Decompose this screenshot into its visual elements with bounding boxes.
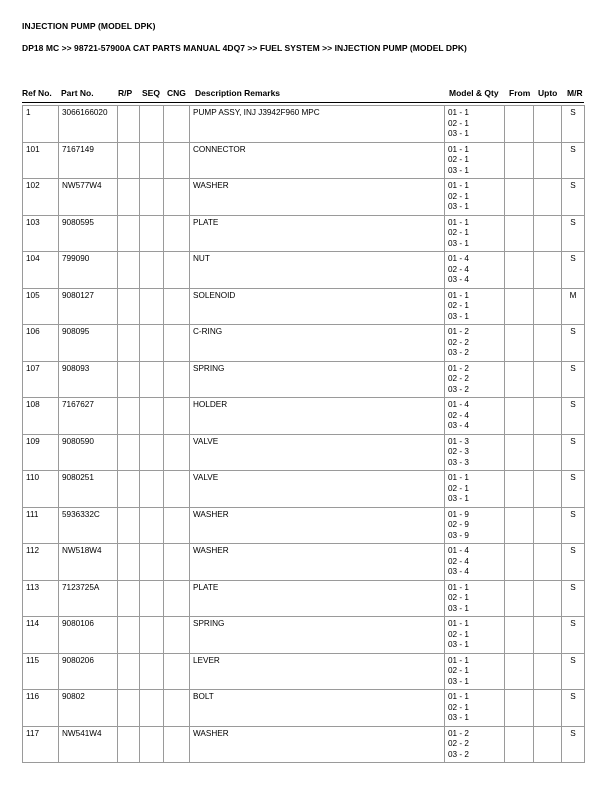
model-qty-line: 02 - 9 — [448, 520, 469, 529]
model-qty-cell — [445, 325, 505, 362]
description-cell: BOLT — [190, 690, 445, 727]
from-cell — [505, 179, 534, 216]
upto-cell — [534, 252, 562, 289]
model-qty-line: 01 - 1 — [448, 290, 469, 300]
mr-cell: S — [562, 617, 585, 654]
model-qty-line: 01 - 1 — [448, 108, 469, 117]
rp-cell — [118, 471, 140, 508]
part-number-cell: 3066166020 — [59, 106, 118, 143]
part-number-cell: 9080590 — [59, 434, 118, 471]
table-row — [23, 215, 585, 252]
description-cell: NUT — [190, 252, 445, 289]
model-qty-line: 03 - 3 — [448, 457, 469, 467]
rp-cell — [118, 106, 140, 143]
seq-cell — [140, 398, 164, 435]
upto-cell — [534, 288, 562, 325]
mr-cell: S — [562, 653, 585, 690]
part-number-cell: 7167627 — [59, 398, 118, 435]
model-qty-line: 03 - 2 — [448, 384, 469, 394]
model-qty-line: 02 - 1 — [448, 228, 469, 237]
description-cell: PLATE — [190, 215, 445, 252]
part-number-cell: NW518W4 — [59, 544, 118, 581]
col-model-header: Model & Qty — [449, 88, 499, 98]
model-qty-line: 03 - 1 — [448, 311, 469, 321]
col-cng-header: CNG — [167, 88, 186, 98]
from-cell — [505, 215, 534, 252]
rp-cell — [118, 179, 140, 216]
mr-cell: S — [562, 580, 585, 617]
model-qty-line: 03 - 1 — [448, 640, 469, 649]
model-qty-line: 02 - 2 — [448, 739, 469, 748]
ref-cell: 116 — [23, 690, 59, 727]
ref-cell: 103 — [23, 215, 59, 252]
upto-cell — [534, 580, 562, 617]
upto-cell — [534, 179, 562, 216]
from-cell — [505, 398, 534, 435]
table-row — [23, 507, 585, 544]
mr-cell: S — [562, 106, 585, 143]
model-qty-cell — [445, 617, 505, 654]
part-number-cell: 7167149 — [59, 142, 118, 179]
seq-cell — [140, 653, 164, 690]
ref-cell: 115 — [23, 653, 59, 690]
part-number-cell: 9080127 — [59, 288, 118, 325]
seq-cell — [140, 179, 164, 216]
table-row — [23, 544, 585, 581]
model-qty-line: 02 - 3 — [448, 447, 469, 456]
description-cell: CONNECTOR — [190, 142, 445, 179]
ref-cell: 110 — [23, 471, 59, 508]
from-cell — [505, 690, 534, 727]
col-mr-header: M/R — [567, 88, 583, 98]
rp-cell — [118, 325, 140, 362]
model-qty-cell — [445, 507, 505, 544]
from-cell — [505, 252, 534, 289]
rp-cell — [118, 215, 140, 252]
model-qty-line: 02 - 1 — [448, 593, 469, 602]
model-qty-cell — [445, 288, 505, 325]
rp-cell — [118, 288, 140, 325]
seq-cell — [140, 690, 164, 727]
part-number-cell: 9080206 — [59, 653, 118, 690]
cng-cell — [164, 507, 190, 544]
ref-cell: 114 — [23, 617, 59, 654]
ref-cell: 112 — [23, 544, 59, 581]
model-qty-line: 03 - 1 — [448, 202, 469, 211]
col-rp-header: R/P — [118, 88, 133, 98]
model-qty-line: 01 - 1 — [448, 655, 469, 665]
mr-cell: S — [562, 252, 585, 289]
rp-cell — [118, 434, 140, 471]
model-qty-line: 01 - 4 — [448, 546, 469, 555]
description-cell: WASHER — [190, 507, 445, 544]
part-number-cell: 7123725A — [59, 580, 118, 617]
part-number-cell: 908093 — [59, 361, 118, 398]
model-qty-line: 01 - 9 — [448, 509, 469, 519]
table-row — [23, 142, 585, 179]
model-qty-cell — [445, 361, 505, 398]
model-qty-line: 02 - 2 — [448, 337, 469, 347]
ref-cell: 1 — [23, 106, 59, 143]
rp-cell — [118, 580, 140, 617]
part-number-cell: 5936332C — [59, 507, 118, 544]
model-qty-cell — [445, 252, 505, 289]
model-qty-line: 01 - 3 — [448, 436, 469, 446]
part-number-cell: 908095 — [59, 325, 118, 362]
ref-cell: 102 — [23, 179, 59, 216]
ref-cell: 107 — [23, 361, 59, 398]
part-number-cell: NW577W4 — [59, 179, 118, 216]
model-qty-line: 02 - 1 — [448, 191, 469, 201]
rp-cell — [118, 252, 140, 289]
table-row — [23, 361, 585, 398]
description-cell: SPRING — [190, 361, 445, 398]
model-qty-line: 02 - 4 — [448, 556, 469, 566]
model-qty-cell — [445, 434, 505, 471]
model-qty-cell — [445, 215, 505, 252]
ref-cell: 117 — [23, 726, 59, 763]
cng-cell — [164, 471, 190, 508]
model-qty-line: 03 - 1 — [448, 129, 469, 138]
model-qty-cell — [445, 398, 505, 435]
col-ref-header: Ref No. — [22, 88, 52, 98]
cng-cell — [164, 106, 190, 143]
model-qty-line: 02 - 1 — [448, 666, 469, 675]
description-cell: PLATE — [190, 580, 445, 617]
model-qty-line: 02 - 4 — [448, 410, 469, 420]
model-qty-line: 03 - 1 — [448, 676, 469, 686]
seq-cell — [140, 580, 164, 617]
description-cell: PUMP ASSY, INJ J3942F960 MPC — [190, 106, 445, 143]
model-qty-line: 02 - 1 — [448, 301, 469, 310]
col-desc-header: Description Remarks — [195, 88, 281, 98]
seq-cell — [140, 325, 164, 362]
mr-cell: S — [562, 142, 585, 179]
ref-cell: 104 — [23, 252, 59, 289]
col-part-header: Part No. — [61, 88, 94, 98]
from-cell — [505, 434, 534, 471]
seq-cell — [140, 106, 164, 143]
from-cell — [505, 471, 534, 508]
part-number-cell: 9080251 — [59, 471, 118, 508]
seq-cell — [140, 142, 164, 179]
model-qty-line: 02 - 1 — [448, 629, 469, 639]
model-qty-line: 01 - 2 — [448, 327, 469, 336]
cng-cell — [164, 288, 190, 325]
cng-cell — [164, 544, 190, 581]
cng-cell — [164, 726, 190, 763]
seq-cell — [140, 726, 164, 763]
model-qty-cell — [445, 106, 505, 143]
table-row — [23, 398, 585, 435]
from-cell — [505, 507, 534, 544]
cng-cell — [164, 434, 190, 471]
description-cell: C-RING — [190, 325, 445, 362]
part-number-cell: NW541W4 — [59, 726, 118, 763]
model-qty-line: 03 - 2 — [448, 749, 469, 759]
model-qty-line: 02 - 4 — [448, 264, 469, 274]
model-qty-line: 03 - 1 — [448, 603, 469, 613]
model-qty-line: 03 - 2 — [448, 348, 469, 357]
model-qty-line: 03 - 4 — [448, 567, 469, 576]
table-row — [23, 690, 585, 727]
mr-cell: S — [562, 726, 585, 763]
part-number-cell: 90802 — [59, 690, 118, 727]
model-qty-cell — [445, 690, 505, 727]
rp-cell — [118, 142, 140, 179]
mr-cell: S — [562, 361, 585, 398]
table-row — [23, 106, 585, 143]
from-cell — [505, 288, 534, 325]
description-cell: LEVER — [190, 653, 445, 690]
breadcrumb: DP18 MC >> 98721-57900A CAT PARTS MANUAL 4DQ7 >> FUEL SYSTEM >> INJECTION PUMP (MODEL DPK) — [22, 43, 467, 53]
table-row — [23, 471, 585, 508]
mr-cell: S — [562, 398, 585, 435]
rp-cell — [118, 726, 140, 763]
upto-cell — [534, 361, 562, 398]
cng-cell — [164, 690, 190, 727]
upto-cell — [534, 544, 562, 581]
ref-cell: 113 — [23, 580, 59, 617]
cng-cell — [164, 653, 190, 690]
upto-cell — [534, 507, 562, 544]
mr-cell: S — [562, 471, 585, 508]
description-cell: SOLENOID — [190, 288, 445, 325]
upto-cell — [534, 726, 562, 763]
ref-cell: 109 — [23, 434, 59, 471]
upto-cell — [534, 325, 562, 362]
upto-cell — [534, 471, 562, 508]
upto-cell — [534, 653, 562, 690]
col-from-header: From — [509, 88, 531, 98]
seq-cell — [140, 507, 164, 544]
description-cell: VALVE — [190, 434, 445, 471]
model-qty-line: 01 - 1 — [448, 473, 469, 482]
mr-cell: S — [562, 215, 585, 252]
from-cell — [505, 106, 534, 143]
ref-cell: 106 — [23, 325, 59, 362]
rp-cell — [118, 617, 140, 654]
table-row — [23, 580, 585, 617]
upto-cell — [534, 215, 562, 252]
model-qty-line: 03 - 1 — [448, 238, 469, 248]
part-number-cell: 9080595 — [59, 215, 118, 252]
mr-cell: S — [562, 434, 585, 471]
from-cell — [505, 544, 534, 581]
part-number-cell: 9080106 — [59, 617, 118, 654]
model-qty-line: 01 - 1 — [448, 217, 469, 227]
rp-cell — [118, 653, 140, 690]
model-qty-cell — [445, 471, 505, 508]
model-qty-line: 01 - 1 — [448, 619, 469, 628]
table-header — [0, 88, 612, 100]
model-qty-cell — [445, 653, 505, 690]
cng-cell — [164, 179, 190, 216]
model-qty-cell — [445, 142, 505, 179]
cng-cell — [164, 617, 190, 654]
col-upto-header: Upto — [538, 88, 558, 98]
model-qty-line: 01 - 2 — [448, 728, 469, 738]
model-qty-line: 01 - 1 — [448, 582, 469, 592]
from-cell — [505, 361, 534, 398]
model-qty-line: 01 - 1 — [448, 181, 469, 190]
from-cell — [505, 325, 534, 362]
description-cell: WASHER — [190, 544, 445, 581]
table-row — [23, 617, 585, 654]
seq-cell — [140, 361, 164, 398]
page-title: INJECTION PUMP (MODEL DPK) — [22, 21, 156, 31]
model-qty-line: 02 - 1 — [448, 483, 469, 493]
model-qty-cell — [445, 544, 505, 581]
model-qty-line: 01 - 1 — [448, 144, 469, 154]
seq-cell — [140, 544, 164, 581]
model-qty-line: 02 - 1 — [448, 702, 469, 712]
ref-cell: 101 — [23, 142, 59, 179]
rp-cell — [118, 690, 140, 727]
mr-cell: S — [562, 544, 585, 581]
upto-cell — [534, 142, 562, 179]
model-qty-line: 03 - 4 — [448, 275, 469, 284]
model-qty-cell — [445, 580, 505, 617]
header-divider — [22, 102, 584, 103]
rp-cell — [118, 507, 140, 544]
description-cell: WASHER — [190, 726, 445, 763]
upto-cell — [534, 106, 562, 143]
ref-cell: 111 — [23, 507, 59, 544]
from-cell — [505, 580, 534, 617]
cng-cell — [164, 361, 190, 398]
seq-cell — [140, 288, 164, 325]
model-qty-line: 02 - 2 — [448, 374, 469, 383]
col-seq-header: SEQ — [142, 88, 160, 98]
seq-cell — [140, 471, 164, 508]
model-qty-line: 03 - 4 — [448, 421, 469, 430]
from-cell — [505, 653, 534, 690]
description-cell: VALVE — [190, 471, 445, 508]
cng-cell — [164, 325, 190, 362]
description-cell: HOLDER — [190, 398, 445, 435]
model-qty-line: 01 - 2 — [448, 363, 469, 373]
seq-cell — [140, 617, 164, 654]
mr-cell: S — [562, 179, 585, 216]
table-row — [23, 726, 585, 763]
ref-cell: 105 — [23, 288, 59, 325]
table-row — [23, 434, 585, 471]
model-qty-line: 01 - 1 — [448, 692, 469, 701]
mr-cell: S — [562, 690, 585, 727]
rp-cell — [118, 544, 140, 581]
cng-cell — [164, 580, 190, 617]
description-cell: WASHER — [190, 179, 445, 216]
table-row — [23, 179, 585, 216]
cng-cell — [164, 142, 190, 179]
mr-cell: S — [562, 325, 585, 362]
from-cell — [505, 617, 534, 654]
description-cell: SPRING — [190, 617, 445, 654]
model-qty-line: 02 - 1 — [448, 118, 469, 128]
parts-table — [22, 105, 585, 763]
upto-cell — [534, 434, 562, 471]
table-row — [23, 325, 585, 362]
part-number-cell: 799090 — [59, 252, 118, 289]
upto-cell — [534, 617, 562, 654]
seq-cell — [140, 252, 164, 289]
rp-cell — [118, 398, 140, 435]
model-qty-cell — [445, 179, 505, 216]
from-cell — [505, 726, 534, 763]
model-qty-cell — [445, 726, 505, 763]
mr-cell: S — [562, 507, 585, 544]
cng-cell — [164, 252, 190, 289]
table-row — [23, 653, 585, 690]
mr-cell: M — [562, 288, 585, 325]
seq-cell — [140, 434, 164, 471]
seq-cell — [140, 215, 164, 252]
model-qty-line: 03 - 9 — [448, 530, 469, 540]
upto-cell — [534, 690, 562, 727]
model-qty-line: 02 - 1 — [448, 155, 469, 164]
table-row — [23, 288, 585, 325]
model-qty-line: 01 - 4 — [448, 254, 469, 263]
cng-cell — [164, 398, 190, 435]
upto-cell — [534, 398, 562, 435]
cng-cell — [164, 215, 190, 252]
ref-cell: 108 — [23, 398, 59, 435]
model-qty-line: 03 - 1 — [448, 165, 469, 175]
model-qty-line: 03 - 1 — [448, 494, 469, 503]
from-cell — [505, 142, 534, 179]
rp-cell — [118, 361, 140, 398]
model-qty-line: 01 - 4 — [448, 400, 469, 409]
model-qty-line: 03 - 1 — [448, 713, 469, 722]
table-row — [23, 252, 585, 289]
